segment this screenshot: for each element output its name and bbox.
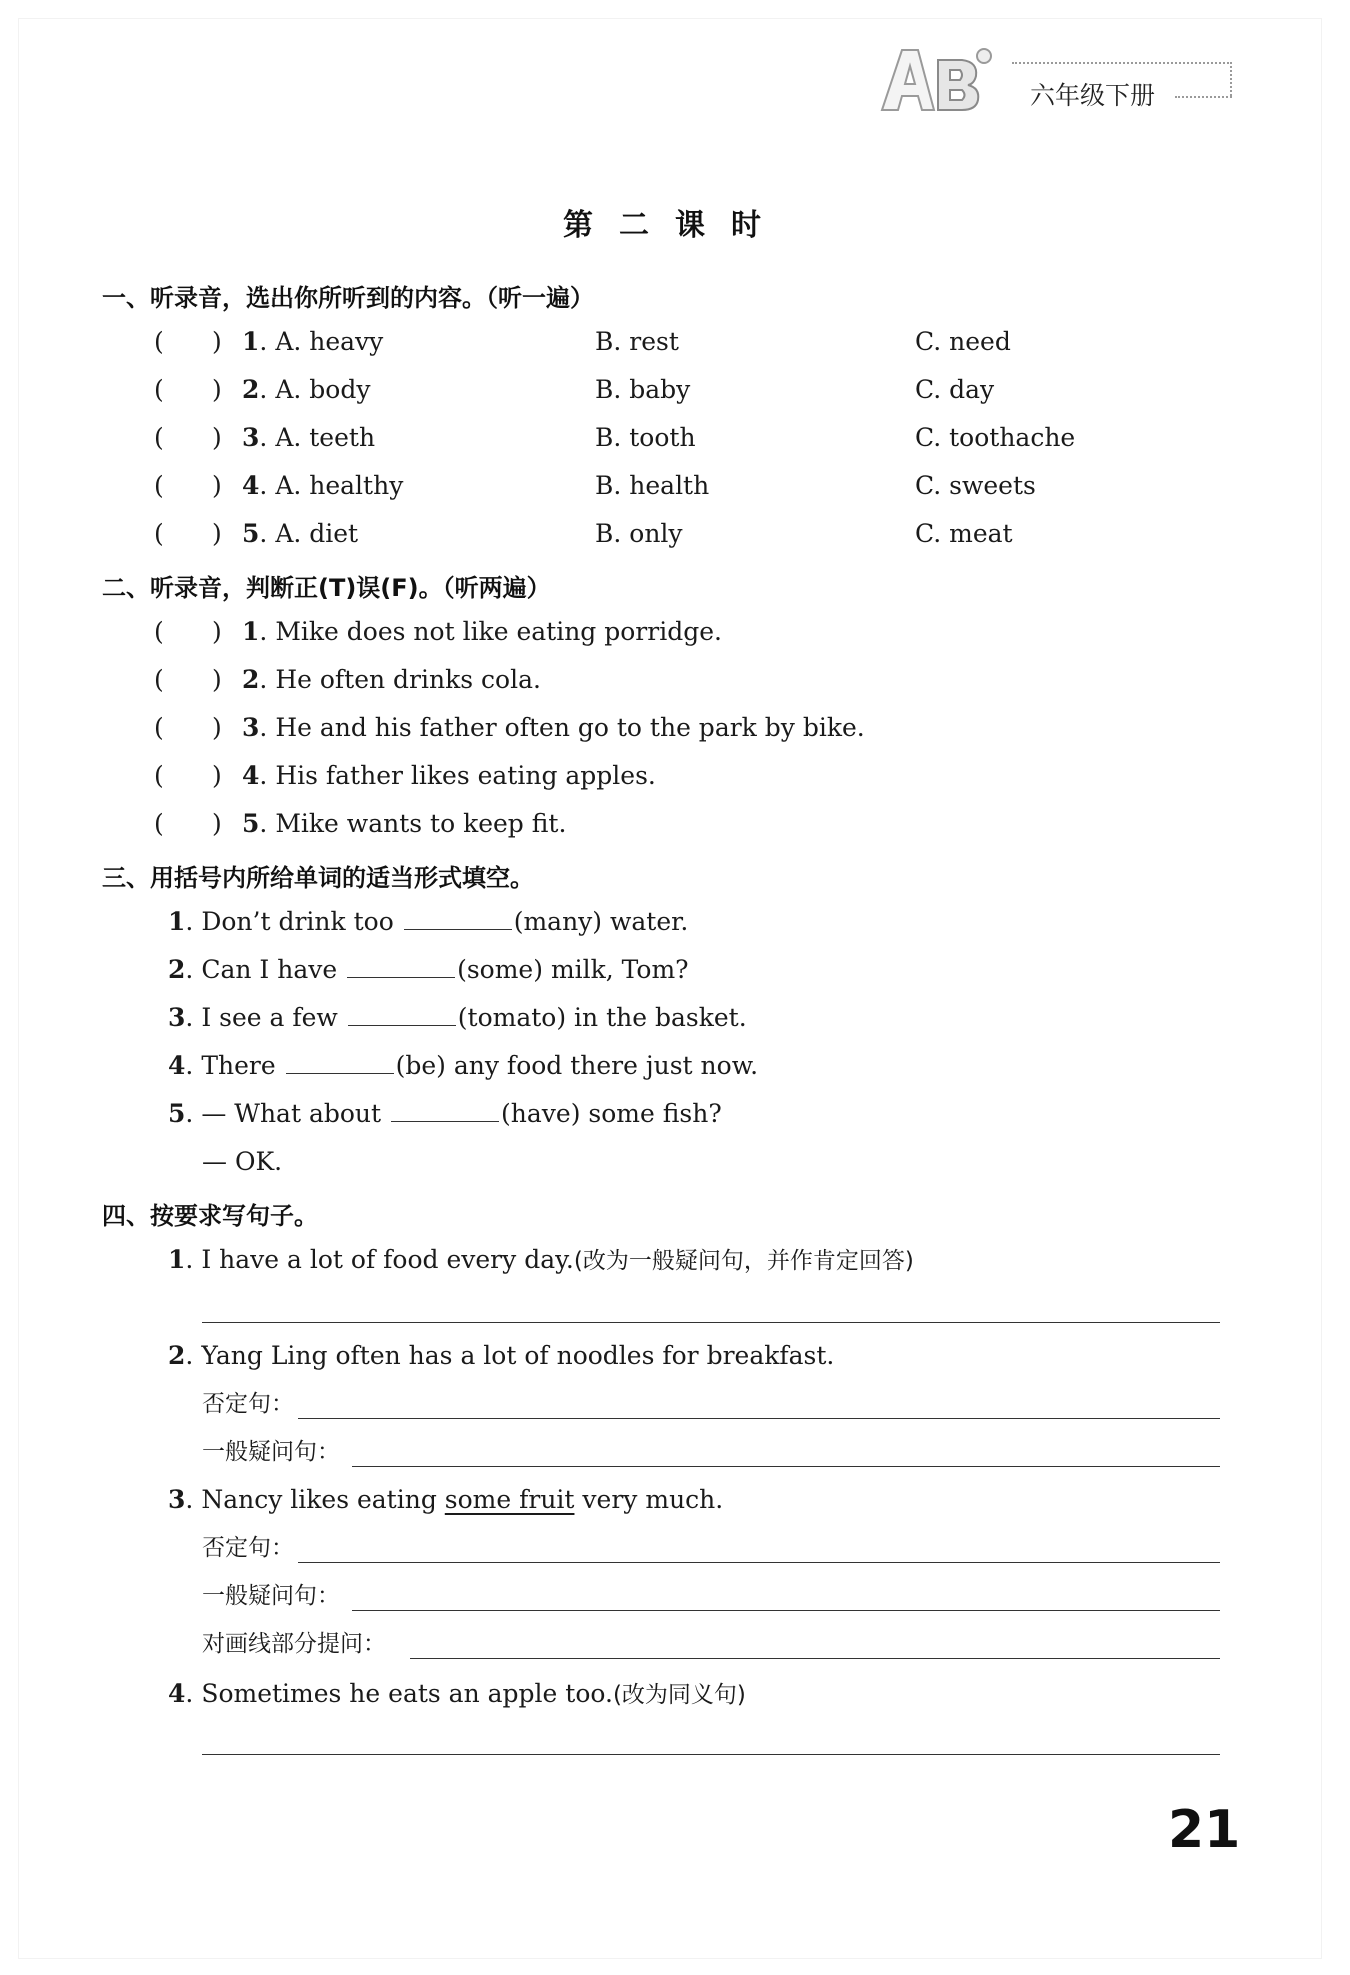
option-b: B. tooth: [595, 423, 696, 452]
section1-title: 一、听录音，选出你所听到的内容。（听一遍）: [102, 284, 594, 312]
question-number: 2: [242, 375, 260, 404]
statement-text: His father likes eating apples.: [275, 761, 656, 790]
question-number: 3: [242, 713, 260, 742]
option-a: A. body: [275, 375, 371, 404]
sentence-end: in the basket.: [574, 1003, 747, 1032]
word-hint: (tomato): [457, 1003, 567, 1032]
answer-bracket[interactable]: (: [154, 375, 164, 404]
sentence-start: Don’t drink too: [201, 907, 394, 936]
sentence-start: I see a few: [201, 1003, 338, 1032]
s1-question: ( ) 2. A. body B. baby C. day: [0, 370, 1350, 410]
answer-bracket[interactable]: (: [154, 761, 164, 790]
general-question-label: 一般疑问句：: [202, 1583, 340, 1609]
ask-underlined-label: 对画线部分提问：: [202, 1631, 386, 1657]
sentence-end: water.: [610, 907, 689, 936]
sentence-end: very much.: [582, 1485, 724, 1514]
sentence-start: There: [201, 1051, 276, 1080]
grade-label: 六年级下册: [1030, 81, 1156, 110]
instruction: (改为同义句): [612, 1682, 746, 1708]
question-number: 1: [168, 907, 186, 936]
s3-question: 2. Can I have (some) milk, Tom?: [168, 950, 689, 990]
question-number: 2: [168, 1341, 186, 1370]
fill-blank[interactable]: [286, 1047, 394, 1074]
section2-title: 二、听录音，判断正(T)误(F)。（听两遍）: [102, 574, 551, 602]
option-c: C. need: [915, 327, 1011, 356]
answer-bracket[interactable]: (: [154, 617, 164, 646]
option-b: B. health: [595, 471, 710, 500]
section4-title: 四、按要求写句子。: [102, 1202, 318, 1230]
s4-question-1: 1. I have a lot of food every day.(改为一般疑问句，并作肯定回答): [168, 1245, 914, 1274]
option-c: C. meat: [915, 519, 1013, 548]
question-number: 4: [242, 471, 260, 500]
word-hint: (some): [457, 955, 543, 984]
answer-bracket[interactable]: (: [154, 809, 164, 838]
answer-bracket[interactable]: (: [154, 665, 164, 694]
sentence-start: Can I have: [201, 955, 338, 984]
answer-bracket[interactable]: (: [154, 423, 164, 452]
fill-blank[interactable]: [347, 951, 455, 978]
s1-question: ( ) 4. A. healthy B. health C. sweets: [0, 466, 1350, 506]
s4-question-2: 2. Yang Ling often has a lot of noodles for breakfast.: [168, 1341, 835, 1370]
statement-text: Mike wants to keep fit.: [275, 809, 567, 838]
question-number: 1: [242, 617, 260, 646]
sentence-text: I have a lot of food every day.: [201, 1245, 574, 1274]
section3-title: 三、用括号内所给单词的适当形式填空。: [102, 864, 534, 892]
option-a: A. healthy: [275, 471, 404, 500]
option-c: C. sweets: [915, 471, 1036, 500]
option-a: A. diet: [275, 519, 359, 548]
option-b: B. only: [595, 519, 683, 548]
statement-text: He and his father often go to the park by bike.: [275, 713, 865, 742]
s1-question: ( ) 1. A. heavy B. rest C. need: [0, 322, 1350, 362]
sentence-end: any food there just now.: [453, 1051, 759, 1080]
header-rule-side: [1230, 62, 1232, 96]
option-c: C. day: [915, 375, 995, 404]
s3-question: 3. I see a few (tomato) in the basket.: [168, 998, 747, 1038]
fill-blank[interactable]: [391, 1095, 499, 1122]
question-number: 3: [168, 1003, 186, 1032]
s3-question: 1. Don’t drink too (many) water.: [168, 902, 688, 942]
s2-question: ( ) 3. He and his father often go to the park by bike.: [0, 708, 1350, 748]
instruction: (改为一般疑问句，并作肯定回答): [573, 1248, 914, 1274]
question-number: 1: [242, 327, 260, 356]
ab-logo: [872, 40, 1012, 120]
option-c: C. toothache: [915, 423, 1076, 452]
statement-text: Mike does not like eating porridge.: [275, 617, 722, 646]
question-number: 4: [168, 1051, 186, 1080]
fill-blank[interactable]: [348, 999, 456, 1026]
answer-line[interactable]: [352, 1466, 1220, 1467]
sentence-end: milk, Tom?: [550, 955, 689, 984]
question-number: 4: [168, 1679, 186, 1708]
question-number: 3: [168, 1485, 186, 1514]
option-a: A. teeth: [275, 423, 376, 452]
answer-line[interactable]: [298, 1562, 1220, 1563]
header-rule: [1012, 62, 1232, 64]
s3-question: 5. — What about (have) some fish?: [168, 1094, 722, 1134]
question-number: 2: [168, 955, 186, 984]
s2-question: ( ) 5. Mike wants to keep fit.: [0, 804, 1350, 844]
question-number: 4: [242, 761, 260, 790]
header-rule-end: [1175, 96, 1232, 98]
sentence-start: Nancy likes eating: [201, 1485, 437, 1514]
underlined-phrase: some fruit: [444, 1485, 575, 1514]
option-a: A. heavy: [275, 327, 384, 356]
answer-line[interactable]: [202, 1322, 1220, 1323]
question-number: 2: [242, 665, 260, 694]
statement-text: He often drinks cola.: [275, 665, 541, 694]
page-number: 21: [1168, 1800, 1241, 1860]
s4-question-4: 4. Sometimes he eats an apple too.(改为同义句): [168, 1679, 746, 1708]
answer-bracket[interactable]: (: [154, 327, 164, 356]
answer-bracket[interactable]: (: [154, 713, 164, 742]
answer-line[interactable]: [410, 1658, 1220, 1659]
question-number: 5: [242, 809, 260, 838]
answer-bracket[interactable]: (: [154, 519, 164, 548]
s1-question: ( ) 5. A. diet B. only C. meat: [0, 514, 1350, 554]
question-number: 1: [168, 1245, 186, 1274]
negative-label: 否定句：: [202, 1535, 294, 1561]
answer-bracket[interactable]: (: [154, 471, 164, 500]
question-number: 3: [242, 423, 260, 452]
dialogue-reply: — OK.: [202, 1147, 283, 1176]
answer-line[interactable]: [298, 1418, 1220, 1419]
answer-line[interactable]: [352, 1610, 1220, 1611]
sentence-end: some fish?: [588, 1099, 722, 1128]
s4-question-3: 3. Nancy likes eating some fruit very much.: [168, 1485, 724, 1514]
s3-question: 4. There (be) any food there just now.: [168, 1046, 758, 1086]
sentence-text: Sometimes he eats an apple too.: [201, 1679, 613, 1708]
sentence-start: — What about: [201, 1099, 382, 1128]
s2-question: ( ) 4. His father likes eating apples.: [0, 756, 1350, 796]
word-hint: (many): [513, 907, 603, 936]
s1-question: ( ) 3. A. teeth B. tooth C. toothache: [0, 418, 1350, 458]
s2-question: ( ) 2. He often drinks cola.: [0, 660, 1350, 700]
option-b: B. rest: [595, 327, 679, 356]
sentence-text: Yang Ling often has a lot of noodles for breakfast.: [201, 1341, 835, 1370]
negative-label: 否定句：: [202, 1391, 294, 1417]
word-hint: (have): [501, 1099, 581, 1128]
lesson-title: 第二课时: [563, 208, 787, 243]
option-b: B. baby: [595, 375, 691, 404]
general-question-label: 一般疑问句：: [202, 1439, 340, 1465]
answer-line[interactable]: [202, 1754, 1220, 1755]
question-number: 5: [242, 519, 260, 548]
question-number: 5: [168, 1099, 186, 1128]
s2-question: ( ) 1. Mike does not like eating porridge.: [0, 612, 1350, 652]
word-hint: (be): [395, 1051, 446, 1080]
fill-blank[interactable]: [404, 903, 512, 930]
